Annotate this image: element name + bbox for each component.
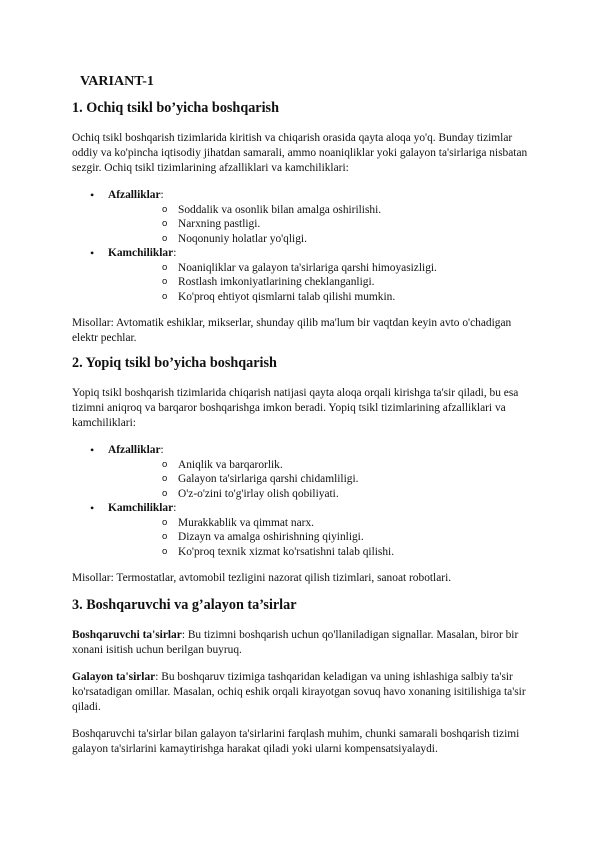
section-closed-loop	[72, 354, 532, 598]
advantages-label: Afzalliklar	[108, 444, 161, 456]
section-intro: Yopiq tsikl boshqarish tizimlarida chiqarish natijasi qayta aloqa orqali kirishga ta'sir qiladi, bu esa tizimni aniqroq va barqaror boshqarishga imkon beradi. Yopiq tsikl tizimlarining afzalliklari va kamchiliklari:	[72, 387, 519, 429]
list-item: o Murakkablik va qimmat narx.	[108, 516, 532, 531]
advantages-list	[108, 458, 532, 502]
section-intro: Ochiq tsikl boshqarish tizimlarida kiritish va chiqarish orasida qayta aloqa yo'q. Bunday tizimlar oddiy va ko'pincha iqtisodiy jihatdan samarali, ammo noaniqliklar yoki galayon ta'sirlariga nisbatan sezgir. Ochiq tsikl tizimlarining afzalliklari va kamchiliklari:	[72, 132, 528, 174]
disturbance-effects-paragraph	[72, 670, 532, 715]
list-item: o Rostlash imkoniyatlarining cheklanganligi.	[108, 275, 532, 290]
list-item: o O'z-o'zini to'g'irlay olish qobiliyati.	[108, 487, 532, 502]
advantages-item: • Afzalliklar: o Aniqlik va barqarorlik. o Galayon ta'sirlariga qarshi chidamliligi. o O'z-o'zini to'g'irlay olish qobiliyati.	[72, 443, 532, 501]
list-item: o Galayon ta'sirlariga qarshi chidamliligi.	[108, 472, 532, 487]
disadvantages-list	[108, 516, 532, 560]
list-item: o Soddalik va osonlik bilan amalga oshirilishi.	[108, 203, 532, 218]
section-examples: Misollar: Termostatlar, avtomobil tezligini nazorat qilish tizimlari, sanoat robotlari.	[72, 572, 452, 584]
conclusion-paragraph: Boshqaruvchi ta'sirlar bilan galayon ta'sirlarini farqlash muhim, chunki samarali boshqarish tizimi galayon ta'sirlarini kamaytirishga harakat qiladi yoki ularni kompensatsiyalaydi.	[72, 728, 520, 755]
list-item: o Ko'proq texnik xizmat ko'rsatishni talab qilishi.	[108, 545, 532, 560]
list-item: o Noqonuniy holatlar yo'qligi.	[108, 232, 532, 247]
list-item: o Ko'proq ehtiyot qismlarni talab qilishi mumkin.	[108, 290, 532, 305]
control-effects-text: : Bu tizimni boshqarish uchun qo'llaniladigan signallar. Masalan, biror bir xonani isitish uchun berilgan buyruq.	[72, 629, 519, 656]
disadvantages-list	[108, 261, 532, 305]
disadvantages-label: Kamchiliklar	[108, 247, 174, 259]
list-item: o Narxning pastligi.	[108, 217, 532, 232]
advantages-list	[108, 203, 532, 247]
disadvantages-item: • Kamchiliklar: o Noaniqliklar va galayon ta'sirlariga qarshi himoyasizligi. o Rostlash imkoniyatlarining cheklanganligi. o Ko'proq ehtiyot qismlarni talab qilishi mumkin.	[72, 246, 532, 304]
control-effects-paragraph	[72, 628, 532, 658]
disadvantages-item: • Kamchiliklar: o Murakkablik va qimmat narx. o Dizayn va amalga oshirishning qiyinligi. o Ko'proq texnik xizmat ko'rsatishni talab qilishi.	[72, 501, 532, 559]
section-heading: 2. Yopiq tsikl bo’yicha boshqarish	[72, 355, 277, 371]
advantages-label: Afzalliklar	[108, 189, 161, 201]
control-effects-label: Boshqaruvchi ta'sirlar	[72, 629, 182, 641]
section-heading: 1. Ochiq tsikl bo’yicha boshqarish	[72, 100, 279, 116]
disturbance-effects-label: Galayon ta'sirlar	[72, 671, 156, 683]
pros-cons-list	[72, 188, 532, 304]
section-open-loop	[72, 99, 532, 358]
disturbance-effects-text: : Bu boshqaruv tizimiga tashqaridan keladigan va uning ishlashiga salbiy ta'sir ko'rsatadigan omillar. Masalan, ochiq eshik orqali kirayotgan sovuq havo xonaning isitilishiga ta'sir qiladi.	[72, 671, 526, 713]
list-item: o Noaniqliklar va galayon ta'sirlariga qarshi himoyasizligi.	[108, 261, 532, 276]
variant-title: VARIANT-1	[80, 74, 154, 89]
section-heading: 3. Boshqaruvchi va g’alayon ta’sirlar	[72, 597, 297, 613]
list-item: o Aniqlik va barqarorlik.	[108, 458, 532, 473]
advantages-item: • Afzalliklar: o Soddalik va osonlik bilan amalga oshirilishi. o Narxning pastligi. o Noqonuniy holatlar yo'qligi.	[72, 188, 532, 246]
section-examples: Misollar: Avtomatik eshiklar, mikserlar, shunday qilib ma'lum bir vaqtdan keyin avto o'chadigan elektr pechlar.	[72, 317, 512, 344]
list-item: o Dizayn va amalga oshirishning qiyinligi.	[108, 530, 532, 545]
disadvantages-label: Kamchiliklar	[108, 502, 174, 514]
section-control-disturbance	[72, 596, 532, 769]
pros-cons-list	[72, 443, 532, 559]
